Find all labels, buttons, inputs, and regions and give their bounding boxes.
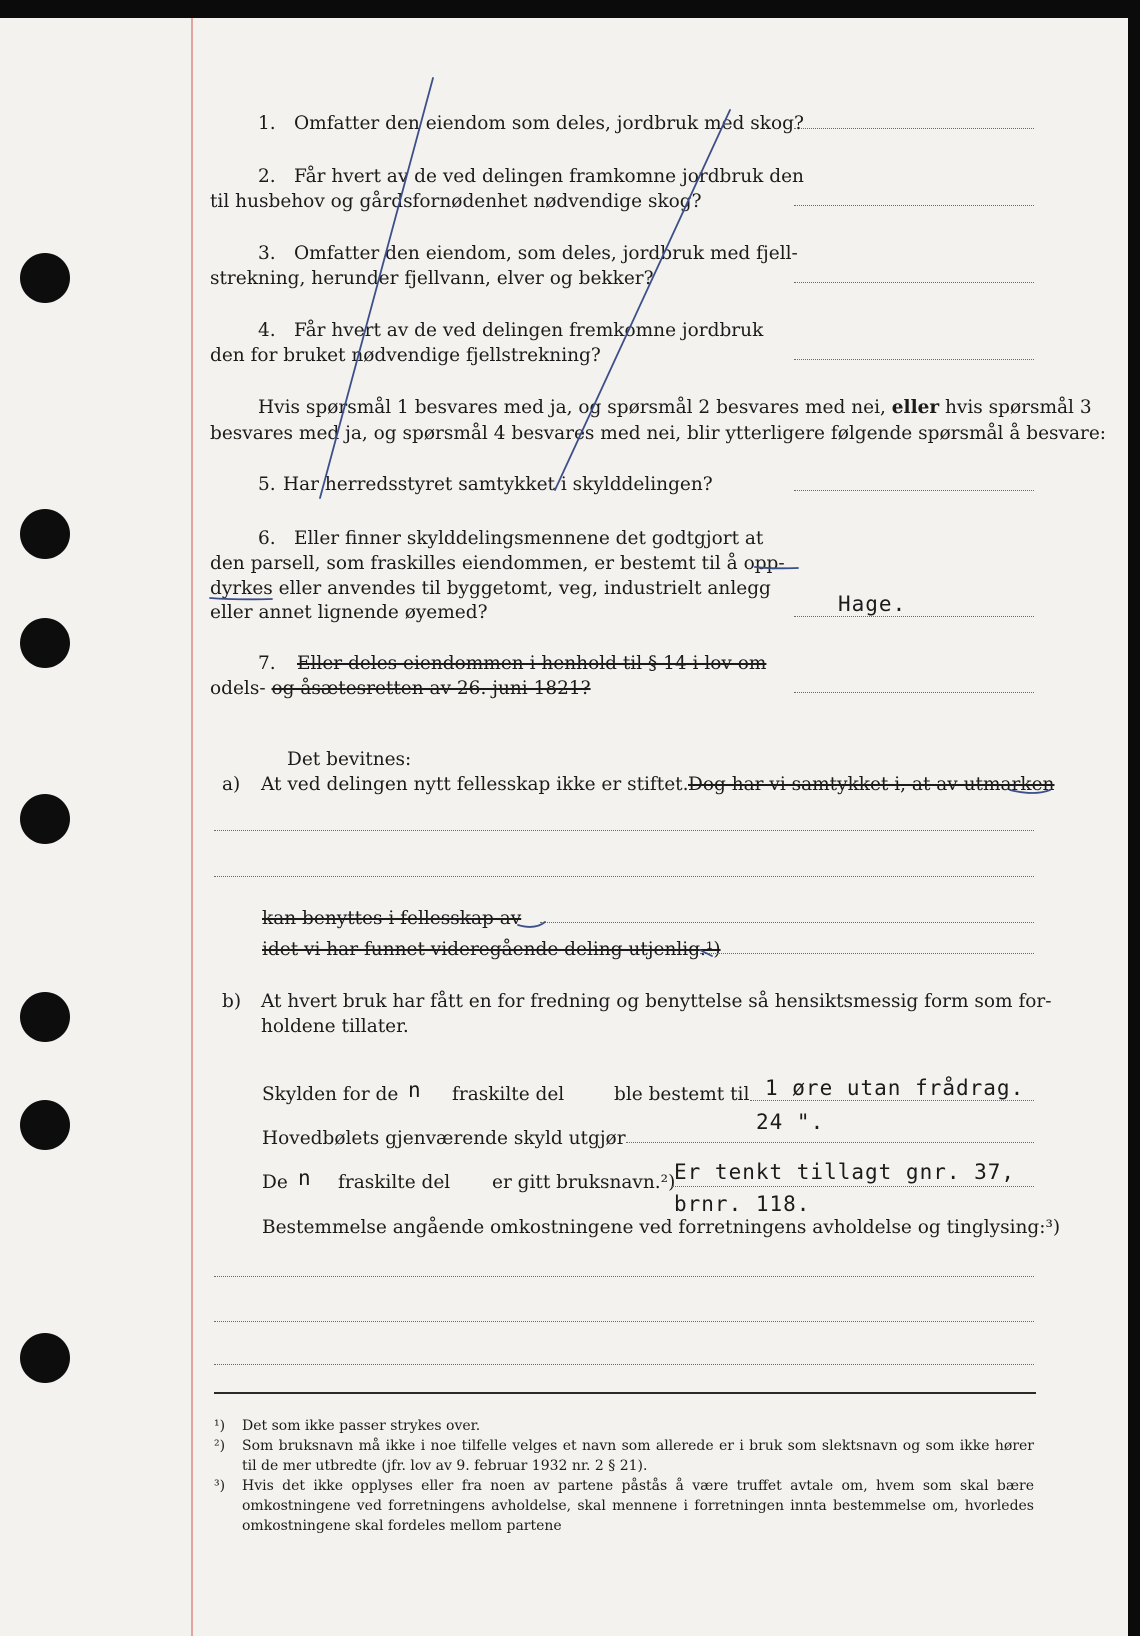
question-2-text-line2: til husbehov og gårdsfornødenhet nødvendige skog? [210, 191, 702, 212]
footnote-1-mark: ¹) [214, 1418, 226, 1434]
question-1-text: Omfatter den eiendom som deles, jordbruk med skog? [294, 113, 804, 134]
question-6-line-1: Eller finner skylddelingsmennene det godtgjort at [294, 528, 764, 549]
question-4-text-line2: den for bruket nødvendige fjellstrekning? [210, 345, 601, 366]
skyld-label-1c: ble bestemt til [614, 1084, 750, 1105]
attest-b-label: b) [222, 991, 242, 1012]
skyld-label-4: Bestemmelse angående omkostningene ved forretningens avholdelse og tinglysing:³) [262, 1217, 1061, 1238]
question-2-text-line1: Får hvert av de ved delingen framkomne jordbruk den [294, 166, 804, 187]
attest-a-text: At ved delingen nytt fellesskap ikke er stiftet. [261, 774, 689, 795]
pen-stroke-6 [518, 922, 545, 927]
question-4-text-line1: Får hvert av de ved delingen fremkomne jordbruk [294, 320, 764, 341]
skyld-label-1b: fraskilte del [452, 1084, 565, 1105]
skyld-label-1: Skylden for de [262, 1084, 399, 1105]
question-6-line-4: eller annet lignende øyemed? [210, 602, 488, 623]
pen-stroke-2 [555, 110, 730, 490]
skyld-answer-2: 24 ". [756, 1110, 825, 1134]
attest-struck-2: kan benyttes i fellesskap av [262, 908, 522, 929]
question-7-number: 7. [258, 653, 276, 674]
conditional-line-1b: hvis spørsmål 3 [945, 397, 1092, 418]
question-6-line-2: den parsell, som fraskilles eiendommen, er bestemt til å opp- [210, 553, 785, 574]
skyld-fill-3: n [298, 1166, 312, 1190]
question-6-number: 6. [258, 528, 276, 549]
question-3-number: 3. [258, 243, 276, 264]
attest-b-line-1: At hvert bruk har fått en for fredning og benyttelse så hensiktsmessig form som for- [261, 991, 1052, 1012]
skyld-fill-1: n [408, 1078, 422, 1102]
skyld-answer-3: Er tenkt tillagt gnr. 37, [674, 1160, 1016, 1184]
footnote-2-mark: ²) [214, 1438, 226, 1454]
skyld-label-2: Hovedbølets gjenværende skyld utgjør [262, 1128, 626, 1149]
pen-stroke-1 [320, 78, 433, 498]
question-4-number: 4. [258, 320, 276, 341]
attest-a-label: a) [222, 774, 241, 795]
pen-stroke-5 [1010, 790, 1050, 793]
attest-heading: Det bevitnes: [287, 749, 412, 770]
question-7-line-1: Eller deles eiendommen i henhold til § 14 i lov om [297, 653, 767, 674]
question-5-number: 5. [258, 474, 276, 495]
footnote-1-text: Det som ikke passer strykes over. [242, 1418, 481, 1434]
question-5-text: Har herredsstyret samtykket i skylddelingen? [283, 474, 713, 495]
conditional-line-2: besvares med ja, og spørsmål 4 besvares med nei, blir ytterligere følgende spørsmål å besvare: [210, 423, 1107, 444]
attest-a-struck: Dog har vi samtykket i, at av utmarken [688, 774, 1055, 795]
skyld-answer-1: 1 øre utan frådrag. [765, 1076, 1025, 1100]
pen-stroke-3 [210, 598, 272, 599]
skyld-answer-3b: brnr. 118. [674, 1192, 811, 1216]
attest-struck-3: idet vi har funnet videregående deling utjenlig.¹) [262, 939, 721, 960]
question-6-answer: Hage. [838, 592, 907, 616]
skyld-label-3b: fraskilte del [338, 1172, 451, 1193]
question-7-odels: odels- [210, 678, 266, 699]
conditional-eller: eller [891, 397, 940, 418]
skyld-label-3: De [262, 1172, 288, 1193]
question-2-number: 2. [258, 166, 276, 187]
footnote-2-text: Som bruksnavn må ikke i noe tilfelle velges et navn som allerede er i bruk som slektsnavn og som ikke hører til de mer utbredte (jfr. lov av 9. februar 1932 nr. 2 § 21). [242, 1438, 1034, 1474]
pen-stroke-4 [755, 567, 798, 568]
skyld-label-3c: er gitt bruksnavn.²) [492, 1172, 676, 1193]
footnote-3-text: Hvis det ikke opplyses eller fra noen av partene påstås å være truffet avtale om, hvem som skal bære omkostningene ved forretningens avholdelse, skal mennene i forretningen innta bestemmelse om, hvorledes omkostningene skal fordeles mellom partene [242, 1478, 1034, 1534]
question-7-line-2-struck: og åsætesretten av 26. juni 1821? [271, 678, 591, 699]
question-3-text-line2: strekning, herunder fjellvann, elver og bekker? [210, 268, 654, 289]
footnote-3-mark: ³) [214, 1478, 226, 1494]
question-3-text-line1: Omfatter den eiendom, som deles, jordbruk med fjell- [294, 243, 798, 264]
question-6-line-3: dyrkes eller anvendes til byggetomt, veg, industrielt anlegg [210, 578, 771, 599]
conditional-line-1a: Hvis spørsmål 1 besvares med ja, og spørsmål 2 besvares med nei, [258, 397, 886, 418]
pen-stroke-7 [700, 950, 712, 956]
attest-b-line-2: holdene tillater. [261, 1016, 409, 1037]
question-1-number: 1. [258, 113, 276, 134]
